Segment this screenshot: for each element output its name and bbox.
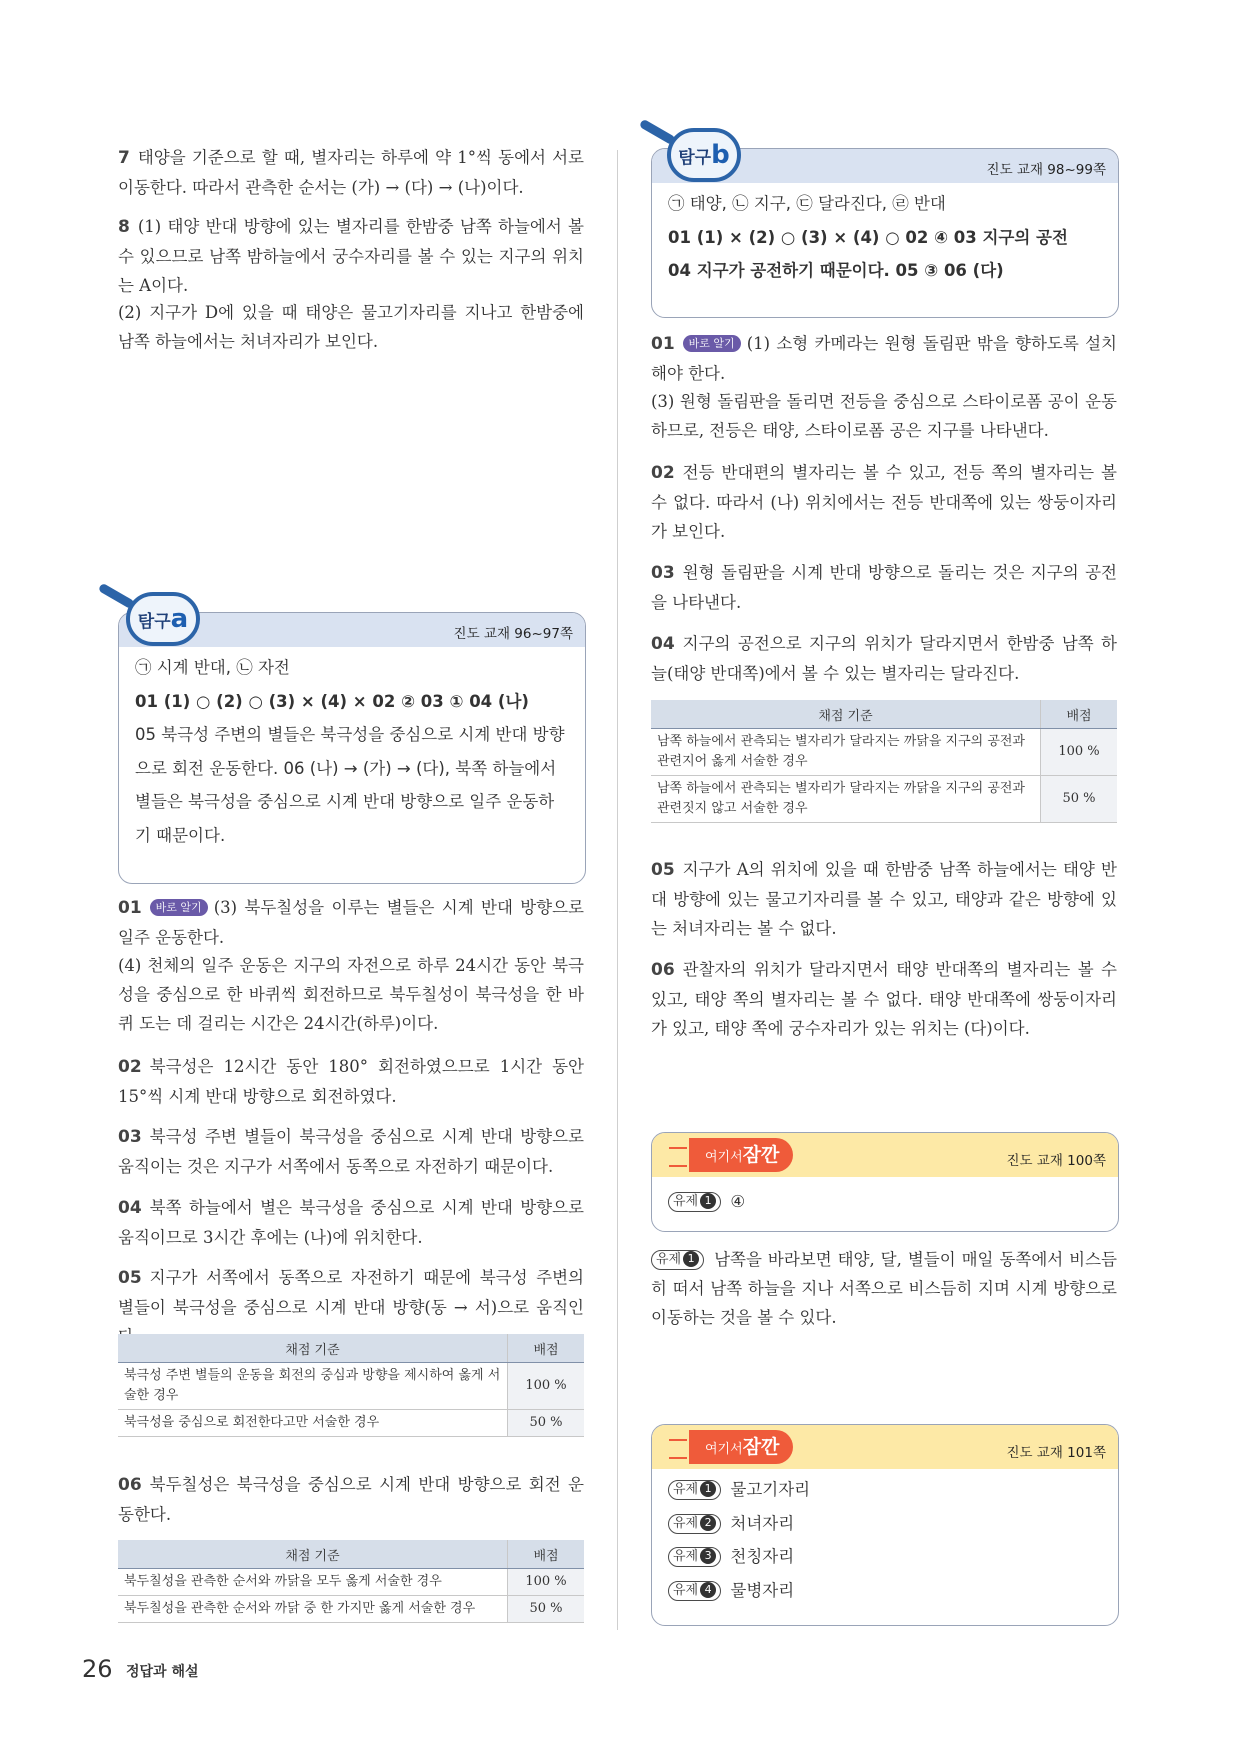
quick-check-badge: 바로 알기 bbox=[683, 335, 741, 352]
footer-title: 정답과 해설 bbox=[126, 1664, 199, 1680]
table-row: 남쪽 하늘에서 관측되는 별자리가 달라지는 까닭을 지구의 공전과 관련짓지 않고 서술한 경우 50 % bbox=[651, 776, 1117, 823]
yeogiseo-tag-1: 여기서잠깐 bbox=[689, 1138, 793, 1172]
tamgu-b-q01-part1: 01 바로 알기 (1) 소형 카메라는 원형 돌림판 밖을 향하도록 설치해야 한다. bbox=[651, 334, 1117, 383]
table-row: 북두칠성을 관측한 순서와 까닭 중 한 가지만 옳게 서술한 경우 50 % bbox=[118, 1596, 584, 1623]
list-item: 유제 2 처녀자리 bbox=[668, 1507, 1102, 1541]
tamgu-a-q01-part2: (4) 천체의 일주 운동은 지구의 자전으로 하루 24시간 동안 북극성을 중심으로 한 바퀴씩 회전하므로 북두칠성이 북극성을 한 바퀴 도는 데 걸리는 시간은 24시간(하루)이다. bbox=[118, 956, 584, 1033]
tamgu-a-q03: 03 북극성 주변 별들이 북극성을 중심으로 시계 반대 방향으로 움직이는 것은 지구가 서쪽에서 동쪽으로 자전하기 때문이다. bbox=[118, 1127, 584, 1176]
tamgu-a-line-2: 01 (1) ○ (2) ○ (3) × (4) × 02 ② 03 ① 04 (나) bbox=[135, 691, 529, 711]
table-header-criteria: 채점 기준 bbox=[651, 700, 1041, 729]
tamgu-b-q03: 03 원형 돌림판을 시계 반대 방향으로 돌리는 것은 지구의 공전을 나타낸다. bbox=[651, 563, 1117, 612]
table-header-score: 배점 bbox=[508, 1540, 585, 1569]
tamgu-b-line-1: ㉠ 태양, ㉡ 지구, ㉢ 달라진다, ㉣ 반대 bbox=[668, 194, 946, 213]
yeogiseo-box-2-textbook-ref: 진도 교재 101쪽 bbox=[1006, 1445, 1106, 1461]
scoring-table-q05 bbox=[118, 1334, 584, 1437]
table-row: 북극성을 중심으로 회전한다고만 서술한 경우 50 % bbox=[118, 1410, 584, 1437]
tamgu-a-answers bbox=[119, 647, 585, 858]
quick-check-badge: 바로 알기 bbox=[150, 899, 208, 916]
tamgu-a-textbook-ref: 진도 교재 96~97쪽 bbox=[453, 626, 573, 642]
tamgu-b-line-3: 04 지구가 공전하기 때문이다. 05 ③ 06 (다) bbox=[668, 261, 1004, 280]
list-item: 유제 4 물병자리 bbox=[668, 1574, 1102, 1608]
magnifier-icon: 탐구a bbox=[126, 592, 200, 646]
tamgu-a-box bbox=[118, 612, 586, 884]
yeogiseo-box-1-answers: 유제 1 ④ bbox=[652, 1177, 1118, 1225]
tamgu-b-q04: 04 지구의 공전으로 지구의 위치가 달라지면서 한밤중 남쪽 하늘(태양 반대쪽)에서 볼 수 있는 별자리는 달라진다. bbox=[651, 634, 1117, 683]
magnifier-icon: 탐구b bbox=[667, 128, 741, 182]
scoring-table-q06 bbox=[118, 1540, 584, 1623]
table-header-score: 배점 bbox=[1041, 700, 1118, 729]
practice-label: 유제 1 bbox=[651, 1250, 704, 1270]
tamgu-b-q05: 05 지구가 A의 위치에 있을 때 한밤중 남쪽 하늘에서는 태양 반대 방향에 있는 물고기자리를 볼 수 있고, 태양과 같은 방향에 있는 처녀자리는 볼 수 없다. bbox=[651, 860, 1117, 938]
practice-1-explanation: 유제 1 남쪽을 바라보면 태양, 달, 별들이 매일 동쪽에서 비스듬히 떠서 남쪽 하늘을 지나 서쪽으로 비스듬히 지며 시계 방향으로 이동하는 것을 볼 수 있다. bbox=[651, 1250, 1117, 1327]
column-divider bbox=[617, 150, 618, 1630]
tamgu-b-q02: 02 전등 반대편의 별자리는 볼 수 있고, 전등 쪽의 별자리는 볼 수 없다. 따라서 (나) 위치에서는 전등 반대쪽에 있는 쌍둥이자리가 보인다. bbox=[651, 463, 1117, 541]
speed-lines-icon bbox=[669, 1147, 687, 1167]
tamgu-b-q06: 06 관찰자의 위치가 달라지면서 태양 반대쪽의 별자리는 볼 수 있고, 태양 쪽의 별자리는 볼 수 없다. 태양 반대쪽에 쌍둥이자리가 있고, 태양 쪽에 궁수자리가 있는 위치는 (다)이다. bbox=[651, 960, 1117, 1038]
table-header-score: 배점 bbox=[508, 1334, 585, 1363]
page-number: 26 bbox=[82, 1655, 113, 1683]
table-row: 북극성 주변 별들의 운동을 회전의 중심과 방향을 제시하여 옳게 서술한 경우 100 % bbox=[118, 1363, 584, 1410]
yeogiseo-box-1-textbook-ref: 진도 교재 100쪽 bbox=[1006, 1153, 1106, 1169]
answer-7: 7 태양을 기준으로 할 때, 별자리는 하루에 약 1°씩 동에서 서로 이동한다. 따라서 관측한 순서는 (가) → (다) → (나)이다. bbox=[118, 148, 584, 197]
tamgu-a-q02: 02 북극성은 12시간 동안 180° 회전하였으므로 1시간 동안 15°씩 시계 반대 방향으로 회전하였다. bbox=[118, 1057, 584, 1106]
list-item: 유제 1 물고기자리 bbox=[668, 1473, 1102, 1507]
tamgu-b-textbook-ref: 진도 교재 98~99쪽 bbox=[986, 162, 1106, 178]
tamgu-a-line-3: 05 북극성 주변의 별들은 북극성을 중심으로 시계 반대 방향으로 회전 운동한다. 06 (나) → (가) → (다), 북쪽 하늘에서 별들은 북극성을 중심으로 시계 반대 방향으로 일주 운동하기 때문이다. bbox=[135, 725, 565, 845]
table-header-criteria: 채점 기준 bbox=[118, 1540, 508, 1569]
practice-label: 유제 1 bbox=[668, 1192, 721, 1212]
yeogiseo-tag-2: 여기서잠깐 bbox=[689, 1430, 793, 1464]
tamgu-b-answers bbox=[652, 183, 1118, 294]
tamgu-a-q01-part1: 01 바로 알기 (3) 북두칠성을 이루는 별들은 시계 반대 방향으로 일주 운동한다. bbox=[118, 898, 584, 947]
answer-8-part1: 8 (1) 태양 반대 방향에 있는 별자리를 한밤중 남쪽 하늘에서 볼 수 있으므로 남쪽 밤하늘에서 궁수자리를 볼 수 있는 지구의 위치는 A이다. bbox=[118, 217, 584, 295]
tamgu-a-line-1: ㉠ 시계 반대, ㉡ 자전 bbox=[135, 658, 290, 677]
yeogiseo-box-2-answers bbox=[652, 1469, 1118, 1613]
scoring-table-q04 bbox=[651, 700, 1117, 823]
tamgu-b-line-2: 01 (1) × (2) ○ (3) × (4) ○ 02 ④ 03 지구의 공전 bbox=[668, 227, 1068, 247]
table-row: 남쪽 하늘에서 관측되는 별자리가 달라지는 까닭을 지구의 공전과 관련지어 옳게 서술한 경우 100 % bbox=[651, 729, 1117, 776]
tamgu-a-q04: 04 북쪽 하늘에서 별은 북극성을 중심으로 시계 반대 방향으로 움직이므로 3시간 후에는 (나)에 위치한다. bbox=[118, 1198, 584, 1247]
table-header-criteria: 채점 기준 bbox=[118, 1334, 508, 1363]
tamgu-a-q05: 05 지구가 서쪽에서 동쪽으로 자전하기 때문에 북극성 주변의 별들이 북극성을 중심으로 시계 반대 방향(동 → 서)으로 움직인 bbox=[118, 1268, 584, 1317]
table-row: 북두칠성을 관측한 순서와 까닭을 모두 옳게 서술한 경우 100 % bbox=[118, 1569, 584, 1596]
list-item: 유제 3 천칭자리 bbox=[668, 1540, 1102, 1574]
tamgu-b-q01-part2: (3) 원형 돌림판을 돌리면 전등을 중심으로 스타이로폼 공이 운동하므로, 전등은 태양, 스타이로폼 공은 지구를 나타낸다. bbox=[651, 392, 1117, 440]
speed-lines-icon bbox=[669, 1439, 687, 1459]
answer-8-part2: (2) 지구가 D에 있을 때 태양은 물고기자리를 지나고 한밤중에 남쪽 하늘에서는 처녀자리가 보인다. bbox=[118, 303, 584, 351]
tamgu-a-q06: 06 북두칠성은 북극성을 중심으로 시계 반대 방향으로 회전 운동한다. bbox=[118, 1475, 584, 1524]
